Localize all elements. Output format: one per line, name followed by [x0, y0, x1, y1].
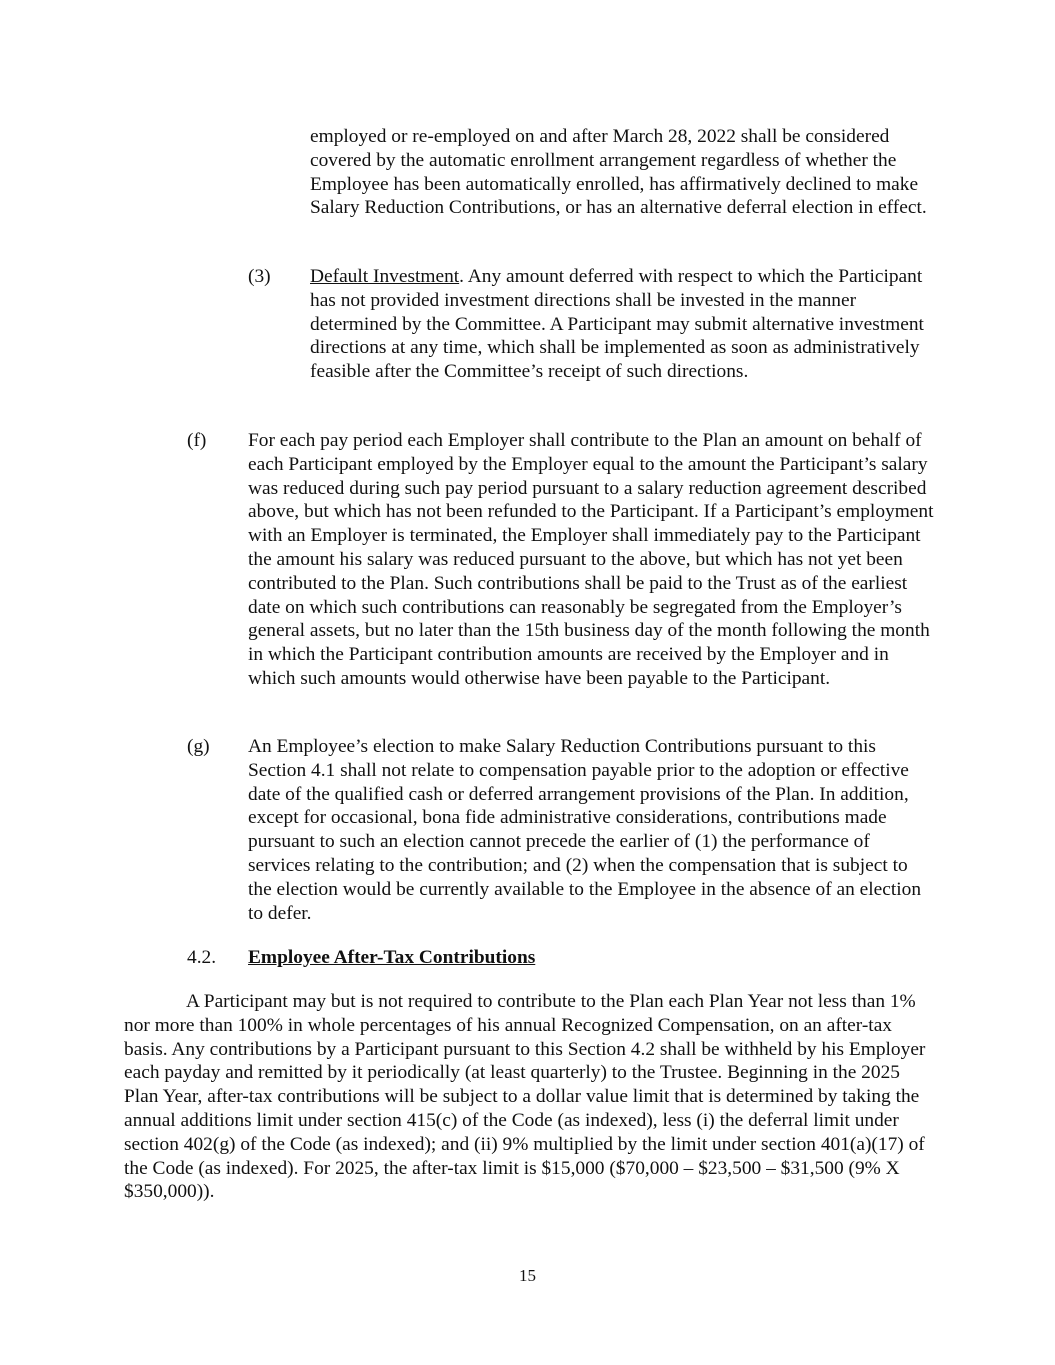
item-3-text: . Any amount deferred with respect to which the Participant has not provided investment directions shall be invested in the manner determined by the Committee. A Participant may submit alternative investment directions at any time, which shall be implemented as soon as administratively feasible after the Committee’s receipt of such directions. — [310, 266, 924, 383]
continuation-paragraph: employed or re-employed on and after March 28, 2022 shall be considered covered by the automatic enrollment arrangement regardless of whether the Employee has been automatically enrolled, has affirmatively declined to make Salary Reduction Contributions, or has an alternative deferral election in effect. — [310, 126, 927, 219]
item-g-label: (g) — [187, 736, 210, 757]
page-number: 15 — [519, 1266, 536, 1285]
section-title: Employee After-Tax Contributions — [248, 947, 536, 968]
item-3-paragraph — [310, 265, 928, 384]
section-body: A Participant may but is not required to contribute to the Plan each Plan Year not less than 1% nor more than 100% in whole percentages of his annual Recognized Compensation, on an after-tax basis. Any contributions by a Participant pursuant to this Section 4.2 shall be withheld by his Employer each payday and remitted by it periodically (at least quarterly) to the Trustee. Beginning in the 2025 Plan Year, after-tax contributions will be subject to a dollar value limit that is determined by taking the annual additions limit under section 415(c) of the Code (as indexed), less (i) the deferral limit under section 402(g) of the Code (as indexed); and (ii) 9% multiplied by the limit under section 401(a)(17) of the Code (as indexed). For 2025, the after-tax limit is $15,000 ($70,000 – $23,500 – $31,500 (9% X $350,000)). — [124, 991, 926, 1203]
item-f-paragraph: For each pay period each Employer shall contribute to the Plan an amount on behalf of each Participant employed by the Employer equal to the amount the Participant’s salary was reduced during such pay period pursuant to a salary reduction agreement described above, but which has not been refunded to the Participant. If a Participant’s employment with an Employer is terminated, the Employer shall immediately pay to the Participant the amount his salary was reduced pursuant to the above, but which has not yet been contributed to the Plan. Such contributions shall be paid to the Trust as of the earliest date on which such contributions can reasonably be segregated from the Employer’s general assets, but no later than the 15th business day of the month following the month in which the Participant contribution amounts are received by the Employer and in which such amounts would otherwise have been payable to the Participant. — [248, 430, 934, 689]
section-number: 4.2. — [187, 947, 217, 968]
item-f-label: (f) — [187, 430, 207, 451]
item-g-paragraph: An Employee’s election to make Salary Reduction Contributions pursuant to this Section 4.1 shall not relate to compensation payable prior to the adoption or effective date of the qualified cash or deferred arrangement provisions of the Plan. In addition, except for occasional, bona fide administrative considerations, contributions made pursuant to such an election cannot precede the earlier of (1) the performance of services relating to the contribution; and (2) when the compensation that is subject to the election would be currently available to the Employee in the absence of an election to defer. — [248, 736, 922, 924]
item-3-heading: Default Investment — [310, 266, 460, 287]
item-3-label: (3) — [248, 266, 271, 287]
